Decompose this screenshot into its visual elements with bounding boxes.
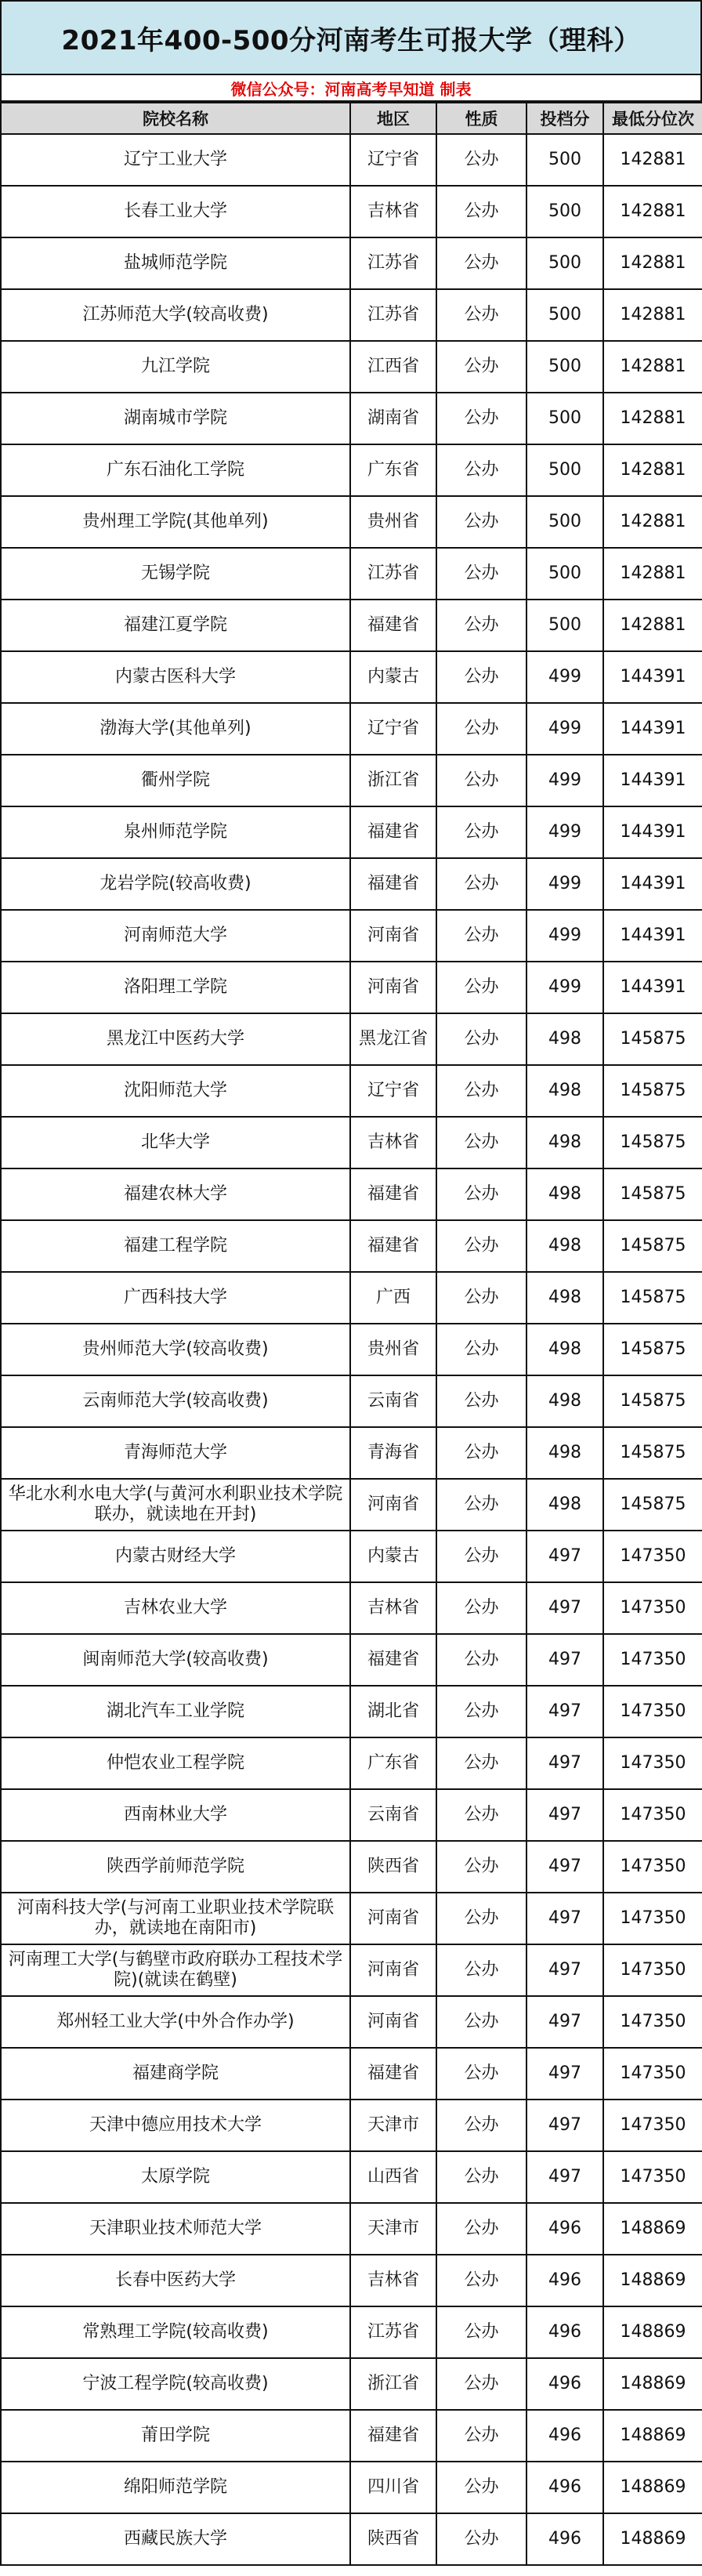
cell-region: 广东省 [350,444,436,496]
cell-school: 泉州师范学院 [1,806,350,858]
cell-school: 湖北汽车工业学院 [1,1686,350,1737]
cell-rank: 147350 [603,1893,702,1944]
cell-region: 河南省 [350,910,436,962]
cell-type: 公办 [436,1789,526,1841]
cell-school: 华北水利水电大学(与黄河水利职业技术学院联办，就读地在开封) [1,1479,350,1531]
cell-score: 497 [526,1686,603,1737]
cell-rank: 142881 [603,548,702,600]
cell-type: 公办 [436,2151,526,2203]
table-row [1,755,702,806]
cell-school: 宁波工程学院(较高收费) [1,2358,350,2410]
cell-region: 吉林省 [350,1582,436,1634]
cell-school: 常熟理工学院(较高收费) [1,2306,350,2358]
cell-type: 公办 [436,1531,526,1582]
cell-score: 500 [526,393,603,444]
cell-region: 青海省 [350,1427,436,1479]
cell-school: 北华大学 [1,1117,350,1168]
cell-rank: 142881 [603,186,702,237]
table-row [1,1841,702,1893]
cell-score: 499 [526,703,603,755]
cell-school: 福建农林大学 [1,1168,350,1220]
cell-score: 500 [526,237,603,289]
cell-region: 江苏省 [350,289,436,341]
table-row [1,1737,702,1789]
cell-type: 公办 [436,1375,526,1427]
cell-region: 陕西省 [350,1841,436,1893]
cell-rank: 145875 [603,1220,702,1272]
cell-region: 贵州省 [350,496,436,548]
table-row [1,2203,702,2255]
cell-rank: 147350 [603,1737,702,1789]
table-row [1,1686,702,1737]
cell-score: 497 [526,1582,603,1634]
cell-rank: 147350 [603,1686,702,1737]
table-row [1,444,702,496]
cell-score: 498 [526,1013,603,1065]
cell-school: 吉林农业大学 [1,1582,350,1634]
cell-score: 500 [526,134,603,186]
cell-type: 公办 [436,2048,526,2100]
cell-school: 长春工业大学 [1,186,350,237]
table-row [1,2048,702,2100]
cell-score: 499 [526,651,603,703]
universities-table [0,102,702,2566]
cell-type: 公办 [436,1117,526,1168]
cell-rank: 142881 [603,341,702,393]
table-row [1,393,702,444]
cell-school: 闽南师范大学(较高收费) [1,1634,350,1686]
cell-rank: 144391 [603,703,702,755]
cell-type: 公办 [436,444,526,496]
table-row [1,1272,702,1324]
cell-rank: 148869 [603,2462,702,2513]
cell-score: 497 [526,1996,603,2048]
cell-rank: 144391 [603,651,702,703]
cell-score: 497 [526,1737,603,1789]
cell-region: 河南省 [350,1479,436,1531]
cell-region: 吉林省 [350,1117,436,1168]
table-row [1,134,702,186]
cell-type: 公办 [436,806,526,858]
cell-region: 浙江省 [350,2358,436,2410]
cell-region: 江苏省 [350,548,436,600]
cell-rank: 148869 [603,2203,702,2255]
table-row [1,1789,702,1841]
table-row [1,1479,702,1531]
table-row [1,2513,702,2565]
cell-rank: 144391 [603,858,702,910]
cell-score: 500 [526,548,603,600]
cell-rank: 142881 [603,289,702,341]
cell-score: 500 [526,496,603,548]
cell-type: 公办 [436,1272,526,1324]
cell-rank: 147350 [603,1944,702,1996]
cell-school: 天津中德应用技术大学 [1,2100,350,2151]
cell-rank: 145875 [603,1168,702,1220]
cell-type: 公办 [436,1427,526,1479]
table-row [1,1220,702,1272]
cell-region: 辽宁省 [350,703,436,755]
table-row [1,2306,702,2358]
cell-type: 公办 [436,858,526,910]
cell-type: 公办 [436,1996,526,2048]
cell-region: 辽宁省 [350,1065,436,1117]
cell-score: 496 [526,2306,603,2358]
cell-type: 公办 [436,393,526,444]
cell-school: 福建商学院 [1,2048,350,2100]
cell-school: 沈阳师范大学 [1,1065,350,1117]
cell-rank: 142881 [603,496,702,548]
cell-school: 福建工程学院 [1,1220,350,1272]
cell-score: 499 [526,910,603,962]
cell-score: 497 [526,1841,603,1893]
cell-region: 福建省 [350,858,436,910]
col-header-type: 性质 [436,103,526,134]
cell-school: 莆田学院 [1,2410,350,2462]
cell-type: 公办 [436,1893,526,1944]
cell-score: 500 [526,600,603,651]
cell-region: 福建省 [350,600,436,651]
cell-type: 公办 [436,2306,526,2358]
cell-school: 天津职业技术师范大学 [1,2203,350,2255]
cell-region: 福建省 [350,806,436,858]
cell-type: 公办 [436,1065,526,1117]
cell-score: 497 [526,2151,603,2203]
cell-score: 496 [526,2203,603,2255]
cell-region: 江苏省 [350,2306,436,2358]
cell-rank: 147350 [603,1634,702,1686]
cell-type: 公办 [436,186,526,237]
cell-region: 福建省 [350,1168,436,1220]
cell-score: 498 [526,1479,603,1531]
cell-rank: 147350 [603,1789,702,1841]
cell-type: 公办 [436,2462,526,2513]
cell-rank: 145875 [603,1324,702,1375]
cell-type: 公办 [436,703,526,755]
cell-type: 公办 [436,2513,526,2565]
cell-school: 西南林业大学 [1,1789,350,1841]
cell-score: 496 [526,2255,603,2306]
cell-type: 公办 [436,1634,526,1686]
cell-region: 福建省 [350,2048,436,2100]
cell-school: 河南师范大学 [1,910,350,962]
table-row [1,910,702,962]
cell-school: 内蒙古财经大学 [1,1531,350,1582]
cell-school: 贵州理工学院(其他单列) [1,496,350,548]
cell-type: 公办 [436,1220,526,1272]
cell-type: 公办 [436,134,526,186]
cell-score: 498 [526,1220,603,1272]
table-row [1,1893,702,1944]
cell-rank: 145875 [603,1479,702,1531]
page-title: 2021年400-500分河南考生可报大学（理科） [0,0,702,75]
cell-score: 499 [526,962,603,1013]
cell-region: 山西省 [350,2151,436,2203]
cell-school: 广东石油化工学院 [1,444,350,496]
cell-score: 498 [526,1427,603,1479]
cell-score: 500 [526,341,603,393]
table-body [1,134,702,2565]
cell-school: 太原学院 [1,2151,350,2203]
cell-rank: 142881 [603,444,702,496]
cell-type: 公办 [436,2100,526,2151]
cell-school: 江苏师范大学(较高收费) [1,289,350,341]
cell-rank: 148869 [603,2306,702,2358]
table-row [1,2100,702,2151]
col-header-score: 投档分 [526,103,603,134]
cell-rank: 147350 [603,2048,702,2100]
cell-region: 福建省 [350,2410,436,2462]
cell-rank: 147350 [603,2100,702,2151]
table-row [1,289,702,341]
cell-school: 衢州学院 [1,755,350,806]
cell-region: 内蒙古 [350,651,436,703]
cell-region: 云南省 [350,1375,436,1427]
table-row [1,548,702,600]
table-row [1,341,702,393]
table-row [1,2462,702,2513]
cell-score: 496 [526,2358,603,2410]
cell-school: 黑龙江中医药大学 [1,1013,350,1065]
cell-score: 498 [526,1065,603,1117]
cell-region: 吉林省 [350,2255,436,2306]
cell-school: 龙岩学院(较高收费) [1,858,350,910]
cell-school: 福建江夏学院 [1,600,350,651]
cell-school: 青海师范大学 [1,1427,350,1479]
cell-region: 湖南省 [350,393,436,444]
cell-school: 河南理工大学(与鹤壁市政府联办工程技术学院)(就读在鹤壁) [1,1944,350,1996]
cell-type: 公办 [436,910,526,962]
cell-rank: 147350 [603,1996,702,2048]
cell-rank: 142881 [603,393,702,444]
cell-type: 公办 [436,755,526,806]
cell-score: 498 [526,1168,603,1220]
table-row [1,2255,702,2306]
table-row [1,1168,702,1220]
cell-rank: 148869 [603,2513,702,2565]
cell-rank: 148869 [603,2255,702,2306]
cell-school: 无锡学院 [1,548,350,600]
cell-type: 公办 [436,237,526,289]
table-row [1,186,702,237]
cell-type: 公办 [436,2255,526,2306]
cell-score: 497 [526,1634,603,1686]
table-row [1,1013,702,1065]
cell-type: 公办 [436,1737,526,1789]
table-row [1,1944,702,1996]
table-row [1,600,702,651]
cell-rank: 148869 [603,2410,702,2462]
cell-region: 浙江省 [350,755,436,806]
cell-school: 广西科技大学 [1,1272,350,1324]
table-row [1,2358,702,2410]
cell-school: 内蒙古医科大学 [1,651,350,703]
table-row [1,1634,702,1686]
cell-type: 公办 [436,962,526,1013]
cell-type: 公办 [436,1841,526,1893]
cell-score: 499 [526,755,603,806]
cell-type: 公办 [436,2410,526,2462]
cell-type: 公办 [436,1013,526,1065]
table-row [1,703,702,755]
cell-region: 广西 [350,1272,436,1324]
cell-school: 绵阳师范学院 [1,2462,350,2513]
cell-region: 福建省 [350,1634,436,1686]
cell-school: 贵州师范大学(较高收费) [1,1324,350,1375]
cell-type: 公办 [436,496,526,548]
cell-type: 公办 [436,1479,526,1531]
cell-rank: 147350 [603,1841,702,1893]
cell-score: 497 [526,1944,603,1996]
cell-score: 496 [526,2513,603,2565]
cell-type: 公办 [436,651,526,703]
cell-region: 河南省 [350,1944,436,1996]
cell-type: 公办 [436,1324,526,1375]
cell-rank: 142881 [603,600,702,651]
cell-school: 盐城师范学院 [1,237,350,289]
cell-rank: 147350 [603,1582,702,1634]
table-row [1,1427,702,1479]
table-row [1,806,702,858]
cell-score: 500 [526,186,603,237]
header-row [1,103,702,134]
cell-rank: 147350 [603,1531,702,1582]
cell-score: 498 [526,1272,603,1324]
cell-score: 497 [526,1531,603,1582]
cell-region: 内蒙古 [350,1531,436,1582]
cell-score: 498 [526,1117,603,1168]
cell-region: 广东省 [350,1737,436,1789]
table-row [1,1065,702,1117]
cell-region: 四川省 [350,2462,436,2513]
cell-score: 497 [526,2048,603,2100]
cell-score: 499 [526,806,603,858]
col-header-rank: 最低分位次 [603,103,702,134]
cell-score: 497 [526,1789,603,1841]
cell-school: 九江学院 [1,341,350,393]
cell-score: 498 [526,1324,603,1375]
col-header-school: 院校名称 [1,103,350,134]
cell-rank: 148869 [603,2358,702,2410]
cell-region: 江西省 [350,341,436,393]
cell-school: 郑州轻工业大学(中外合作办学) [1,1996,350,2048]
cell-region: 陕西省 [350,2513,436,2565]
table-row [1,1582,702,1634]
cell-rank: 145875 [603,1272,702,1324]
cell-type: 公办 [436,341,526,393]
table-row [1,2151,702,2203]
cell-region: 福建省 [350,1220,436,1272]
cell-score: 500 [526,289,603,341]
cell-rank: 144391 [603,910,702,962]
cell-region: 天津市 [350,2100,436,2151]
cell-type: 公办 [436,1168,526,1220]
cell-rank: 142881 [603,237,702,289]
col-header-region: 地区 [350,103,436,134]
cell-rank: 145875 [603,1375,702,1427]
cell-region: 云南省 [350,1789,436,1841]
table-row [1,651,702,703]
table-row [1,496,702,548]
cell-region: 辽宁省 [350,134,436,186]
cell-school: 云南师范大学(较高收费) [1,1375,350,1427]
cell-school: 陕西学前师范学院 [1,1841,350,1893]
table-row [1,2410,702,2462]
cell-rank: 145875 [603,1013,702,1065]
table-row [1,1324,702,1375]
cell-rank: 147350 [603,2151,702,2203]
cell-type: 公办 [436,2358,526,2410]
cell-rank: 145875 [603,1065,702,1117]
cell-score: 496 [526,2462,603,2513]
cell-type: 公办 [436,289,526,341]
cell-school: 长春中医药大学 [1,2255,350,2306]
cell-score: 496 [526,2410,603,2462]
cell-region: 天津市 [350,2203,436,2255]
table-row [1,962,702,1013]
cell-region: 河南省 [350,962,436,1013]
cell-type: 公办 [436,2203,526,2255]
cell-rank: 145875 [603,1117,702,1168]
cell-region: 河南省 [350,1893,436,1944]
cell-type: 公办 [436,1582,526,1634]
cell-type: 公办 [436,600,526,651]
cell-region: 河南省 [350,1996,436,2048]
cell-type: 公办 [436,548,526,600]
table-row [1,1117,702,1168]
cell-rank: 145875 [603,1427,702,1479]
cell-region: 江苏省 [350,237,436,289]
cell-score: 500 [526,444,603,496]
cell-school: 西藏民族大学 [1,2513,350,2565]
cell-rank: 144391 [603,962,702,1013]
table-row [1,1996,702,2048]
cell-type: 公办 [436,1944,526,1996]
cell-region: 吉林省 [350,186,436,237]
cell-score: 498 [526,1375,603,1427]
cell-rank: 144391 [603,755,702,806]
cell-region: 贵州省 [350,1324,436,1375]
cell-region: 湖北省 [350,1686,436,1737]
cell-region: 黑龙江省 [350,1013,436,1065]
cell-rank: 144391 [603,806,702,858]
cell-school: 仲恺农业工程学院 [1,1737,350,1789]
cell-score: 497 [526,2100,603,2151]
cell-score: 497 [526,1893,603,1944]
cell-school: 渤海大学(其他单列) [1,703,350,755]
table-row [1,858,702,910]
cell-school: 辽宁工业大学 [1,134,350,186]
table-row [1,1375,702,1427]
subtitle: 微信公众号：河南高考早知道 制表 [0,75,702,102]
cell-school: 河南科技大学(与河南工业职业技术学院联办，就读地在南阳市) [1,1893,350,1944]
cell-score: 499 [526,858,603,910]
table-row [1,1531,702,1582]
cell-school: 洛阳理工学院 [1,962,350,1013]
cell-rank: 142881 [603,134,702,186]
cell-school: 湖南城市学院 [1,393,350,444]
table-row [1,237,702,289]
cell-type: 公办 [436,1686,526,1737]
